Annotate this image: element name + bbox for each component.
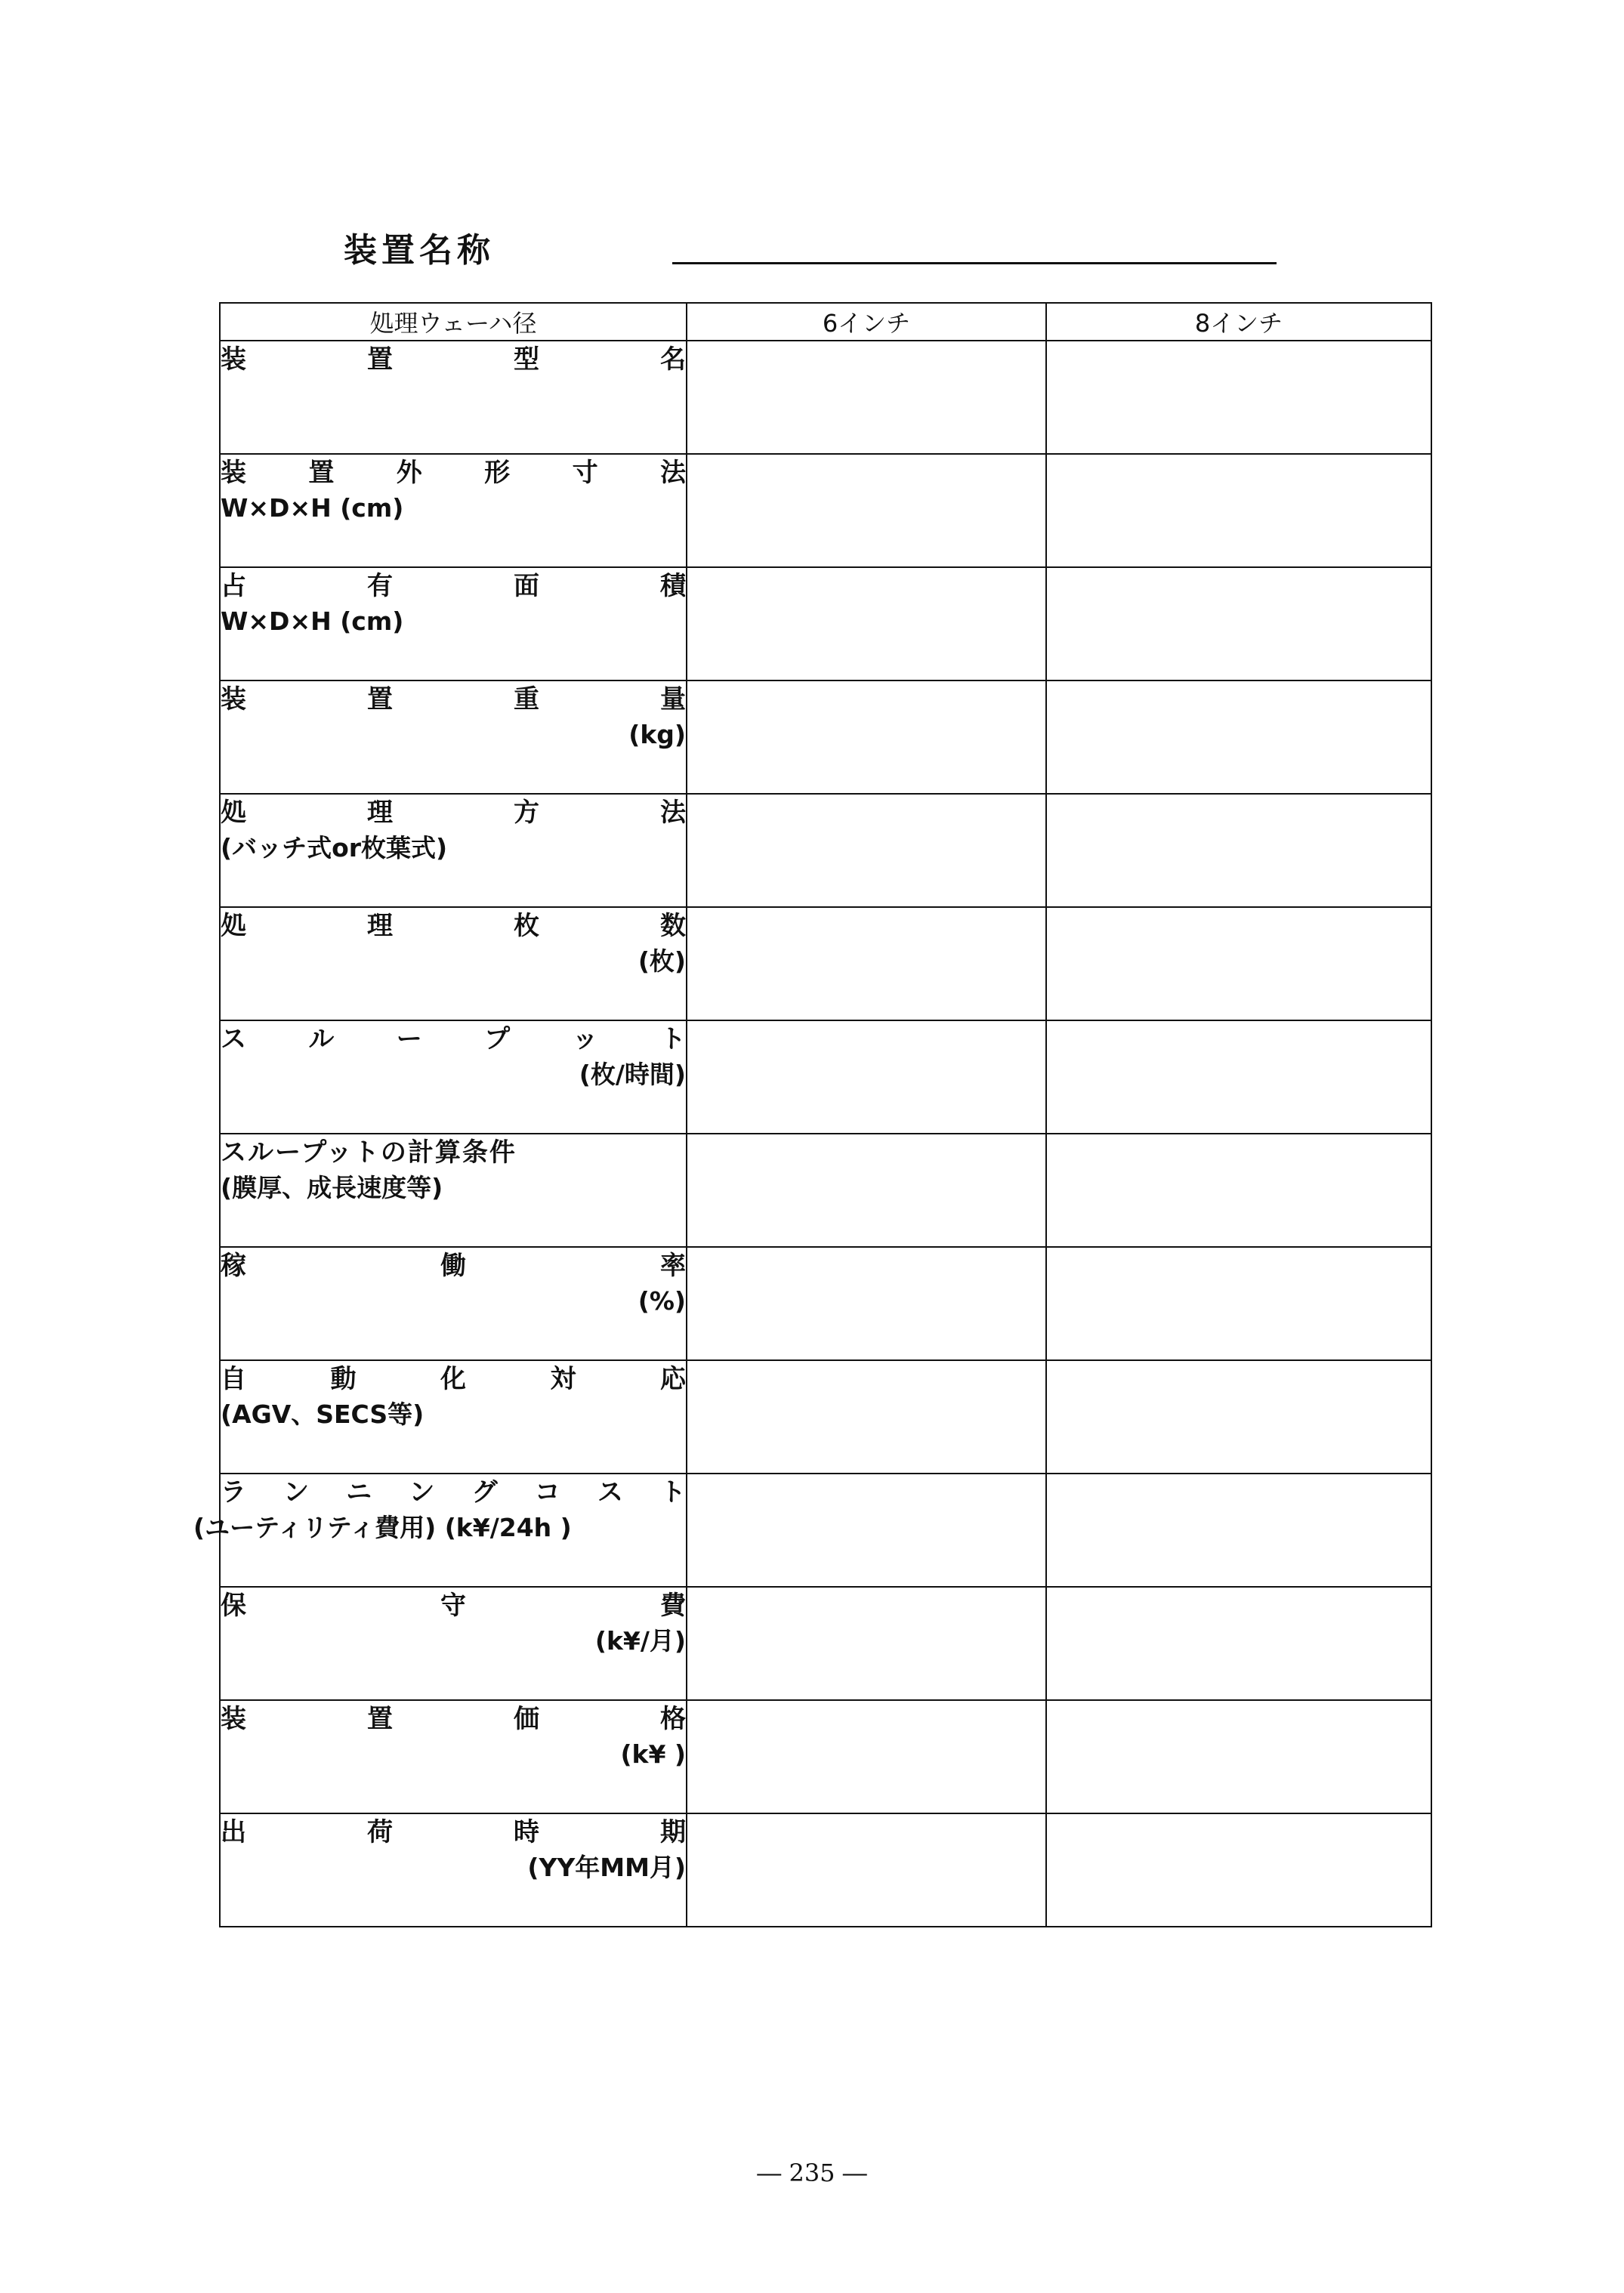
row-label-char: 費 [660, 1591, 686, 1621]
row-label-char: 処 [221, 798, 246, 828]
header-8-inch: 8インチ [1046, 303, 1431, 341]
row-label-char: 価 [514, 1704, 539, 1734]
row-label-subtitle: (膜厚、成長速度等) [221, 1173, 443, 1202]
row-label-char: 理 [367, 798, 393, 828]
row-label-subtitle: W×D×H (cm) [221, 493, 404, 523]
row-label-char: プ [484, 1024, 511, 1054]
table-row [220, 1360, 1431, 1474]
row-label-cell [220, 1813, 687, 1927]
row-label-char: 稼 [221, 1251, 246, 1281]
row-label-char: 型 [514, 344, 539, 375]
row-label-subtitle: (AGV、SECS等) [221, 1400, 425, 1429]
table-row [220, 1813, 1431, 1927]
row-label-cell [220, 341, 687, 454]
row-label-cell [220, 680, 687, 794]
row-label-char: 法 [660, 798, 686, 828]
row-label-char: 働 [440, 1251, 466, 1281]
value-8-inch-cell[interactable] [1046, 794, 1431, 907]
row-label-char: 量 [660, 684, 686, 714]
row-label-char: 重 [514, 684, 539, 714]
value-6-inch-cell[interactable] [687, 454, 1046, 567]
row-label-char: ス [597, 1477, 623, 1508]
equipment-name-label: 装置名称 [344, 231, 495, 270]
equipment-spec-table [193, 302, 1432, 1927]
row-label-subtitle: W×D×H (cm) [221, 606, 404, 636]
row-label-cell [220, 1020, 687, 1134]
row-label-subtitle: (k¥ ) [620, 1739, 686, 1769]
row-label-char: 有 [367, 571, 393, 601]
table-header-row [220, 303, 1431, 341]
row-label-char: 対 [550, 1364, 576, 1394]
row-label-char: 枚 [514, 911, 539, 941]
title-area [344, 223, 1280, 276]
row-label-subtitle: (ユーティリティ費用) (k¥/24h ) [193, 1513, 572, 1542]
row-label-char: 装 [221, 344, 246, 375]
row-label-char: 格 [660, 1704, 686, 1734]
row-label-cell [220, 454, 687, 567]
row-label-char: 方 [514, 798, 539, 828]
row-label-char: ン [283, 1477, 310, 1508]
table-row [220, 1020, 1431, 1134]
row-label-title [221, 1814, 686, 1850]
row-label-cell [193, 1474, 687, 1587]
value-8-inch-cell[interactable] [1046, 1134, 1431, 1247]
value-6-inch-cell[interactable] [687, 1700, 1046, 1813]
row-label-title [221, 1361, 686, 1397]
row-label-title [221, 1134, 686, 1171]
value-6-inch-cell[interactable] [687, 1587, 1046, 1700]
row-label-subtitle: (枚/時間) [579, 1060, 686, 1089]
value-8-inch-cell[interactable] [1046, 1813, 1431, 1927]
row-label-title [221, 1701, 686, 1737]
table-row [220, 1247, 1431, 1360]
table-row [220, 1587, 1431, 1700]
header-wafer-size: 処理ウェーハ径 [220, 303, 687, 341]
row-label-char: ッ [572, 1024, 598, 1054]
row-label-char: 法 [659, 458, 686, 488]
row-label-char: 荷 [367, 1817, 393, 1847]
row-label-char: 自 [221, 1364, 246, 1394]
row-label-title [221, 1588, 686, 1624]
row-label-char: 数 [660, 911, 686, 941]
row-label-char: ニ [346, 1477, 372, 1508]
value-6-inch-cell[interactable] [687, 1247, 1046, 1360]
row-label-subtitle: (%) [638, 1286, 686, 1316]
value-8-inch-cell[interactable] [1046, 1360, 1431, 1474]
table-row [220, 1474, 1431, 1587]
table-row [220, 794, 1431, 907]
row-label-char: 率 [660, 1251, 686, 1281]
value-6-inch-cell[interactable] [687, 1134, 1046, 1247]
value-8-inch-cell[interactable] [1046, 567, 1431, 680]
value-6-inch-cell[interactable] [687, 1360, 1046, 1474]
table-row [220, 341, 1431, 454]
value-8-inch-cell[interactable] [1046, 907, 1431, 1020]
row-label-subtitle: (枚) [638, 946, 686, 976]
row-label-char: ト [659, 1024, 686, 1054]
row-label-title [221, 681, 686, 718]
row-label-char: 動 [330, 1364, 357, 1394]
row-label-char: 保 [221, 1591, 246, 1621]
table-row [220, 1700, 1431, 1813]
row-label-cell [220, 907, 687, 1020]
row-label-title [221, 795, 686, 831]
value-6-inch-cell[interactable] [687, 341, 1046, 454]
value-6-inch-cell[interactable] [687, 1813, 1046, 1927]
equipment-name-blank-line [672, 262, 1277, 264]
row-label-char: 時 [514, 1817, 539, 1847]
value-6-inch-cell[interactable] [687, 1474, 1046, 1587]
row-label-title [221, 341, 686, 378]
row-label-char: 占 [221, 571, 246, 601]
table-row [220, 454, 1431, 567]
row-label-char: グ [471, 1477, 498, 1508]
row-label-char: 装 [221, 458, 246, 488]
value-8-inch-cell[interactable] [1046, 1700, 1431, 1813]
row-label-char: 置 [367, 344, 393, 375]
value-8-inch-cell[interactable] [1046, 680, 1431, 794]
row-label-cell [220, 1700, 687, 1813]
page-number: ― 235 ― [757, 2159, 867, 2187]
value-8-inch-cell[interactable] [1046, 1020, 1431, 1134]
value-8-inch-cell[interactable] [1046, 1247, 1431, 1360]
row-label-char: 装 [221, 1704, 246, 1734]
row-label-char: ラ [221, 1477, 246, 1508]
row-label-char: 装 [221, 684, 246, 714]
row-label-cell [220, 1134, 687, 1247]
row-label-cell [220, 1360, 687, 1474]
row-label-title [221, 1474, 686, 1511]
row-label-char: 守 [440, 1591, 466, 1621]
row-label-char: 外 [396, 458, 422, 488]
header-6-inch: 6インチ [687, 303, 1046, 341]
row-label-char: 面 [514, 571, 539, 601]
row-label-char: 置 [367, 684, 393, 714]
row-label-title [221, 908, 686, 944]
row-label-title [221, 455, 686, 491]
row-label-subtitle: (YY年MM月) [527, 1853, 686, 1882]
row-label-title [221, 568, 686, 604]
value-8-inch-cell[interactable] [1046, 454, 1431, 567]
table-row [220, 1134, 1431, 1247]
table-row [220, 907, 1431, 1020]
row-label-char: スループットの計算条件 [221, 1137, 517, 1168]
row-label-char: 積 [660, 571, 686, 601]
value-6-inch-cell[interactable] [687, 567, 1046, 680]
row-label-char: 化 [440, 1364, 466, 1394]
row-label-title [221, 1248, 686, 1284]
value-6-inch-cell[interactable] [687, 1020, 1046, 1134]
row-label-char: 寸 [572, 458, 598, 488]
row-label-subtitle: (kg) [628, 720, 686, 749]
table-row [220, 567, 1431, 680]
value-8-inch-cell[interactable] [1046, 341, 1431, 454]
row-label-char: ン [409, 1477, 435, 1508]
row-label-char: ス [221, 1024, 246, 1054]
row-label-char: ト [659, 1477, 686, 1508]
row-label-cell [220, 794, 687, 907]
row-label-cell [220, 1587, 687, 1700]
row-label-char: 置 [367, 1704, 393, 1734]
row-label-char: コ [534, 1477, 560, 1508]
row-label-cell [220, 1247, 687, 1360]
value-6-inch-cell[interactable] [687, 680, 1046, 794]
row-label-subtitle: (k¥/月) [594, 1626, 686, 1656]
row-label-subtitle: (バッチ式or枚葉式) [221, 833, 448, 863]
row-label-char: 期 [660, 1817, 686, 1847]
row-label-char: 応 [660, 1364, 686, 1394]
row-label-char: 置 [308, 458, 335, 488]
value-8-inch-cell[interactable] [1046, 1587, 1431, 1700]
row-label-char: 形 [484, 458, 511, 488]
row-label-char: 処 [221, 911, 246, 941]
value-6-inch-cell[interactable] [687, 794, 1046, 907]
row-label-cell [220, 567, 687, 680]
row-label-char: 名 [660, 344, 686, 375]
row-label-title [221, 1021, 686, 1057]
value-6-inch-cell[interactable] [687, 907, 1046, 1020]
row-label-char: 理 [367, 911, 393, 941]
row-label-char: 出 [221, 1817, 246, 1847]
value-8-inch-cell[interactable] [1046, 1474, 1431, 1587]
table-row [220, 680, 1431, 794]
row-label-char: ー [396, 1024, 422, 1054]
row-label-char: ル [308, 1024, 335, 1054]
